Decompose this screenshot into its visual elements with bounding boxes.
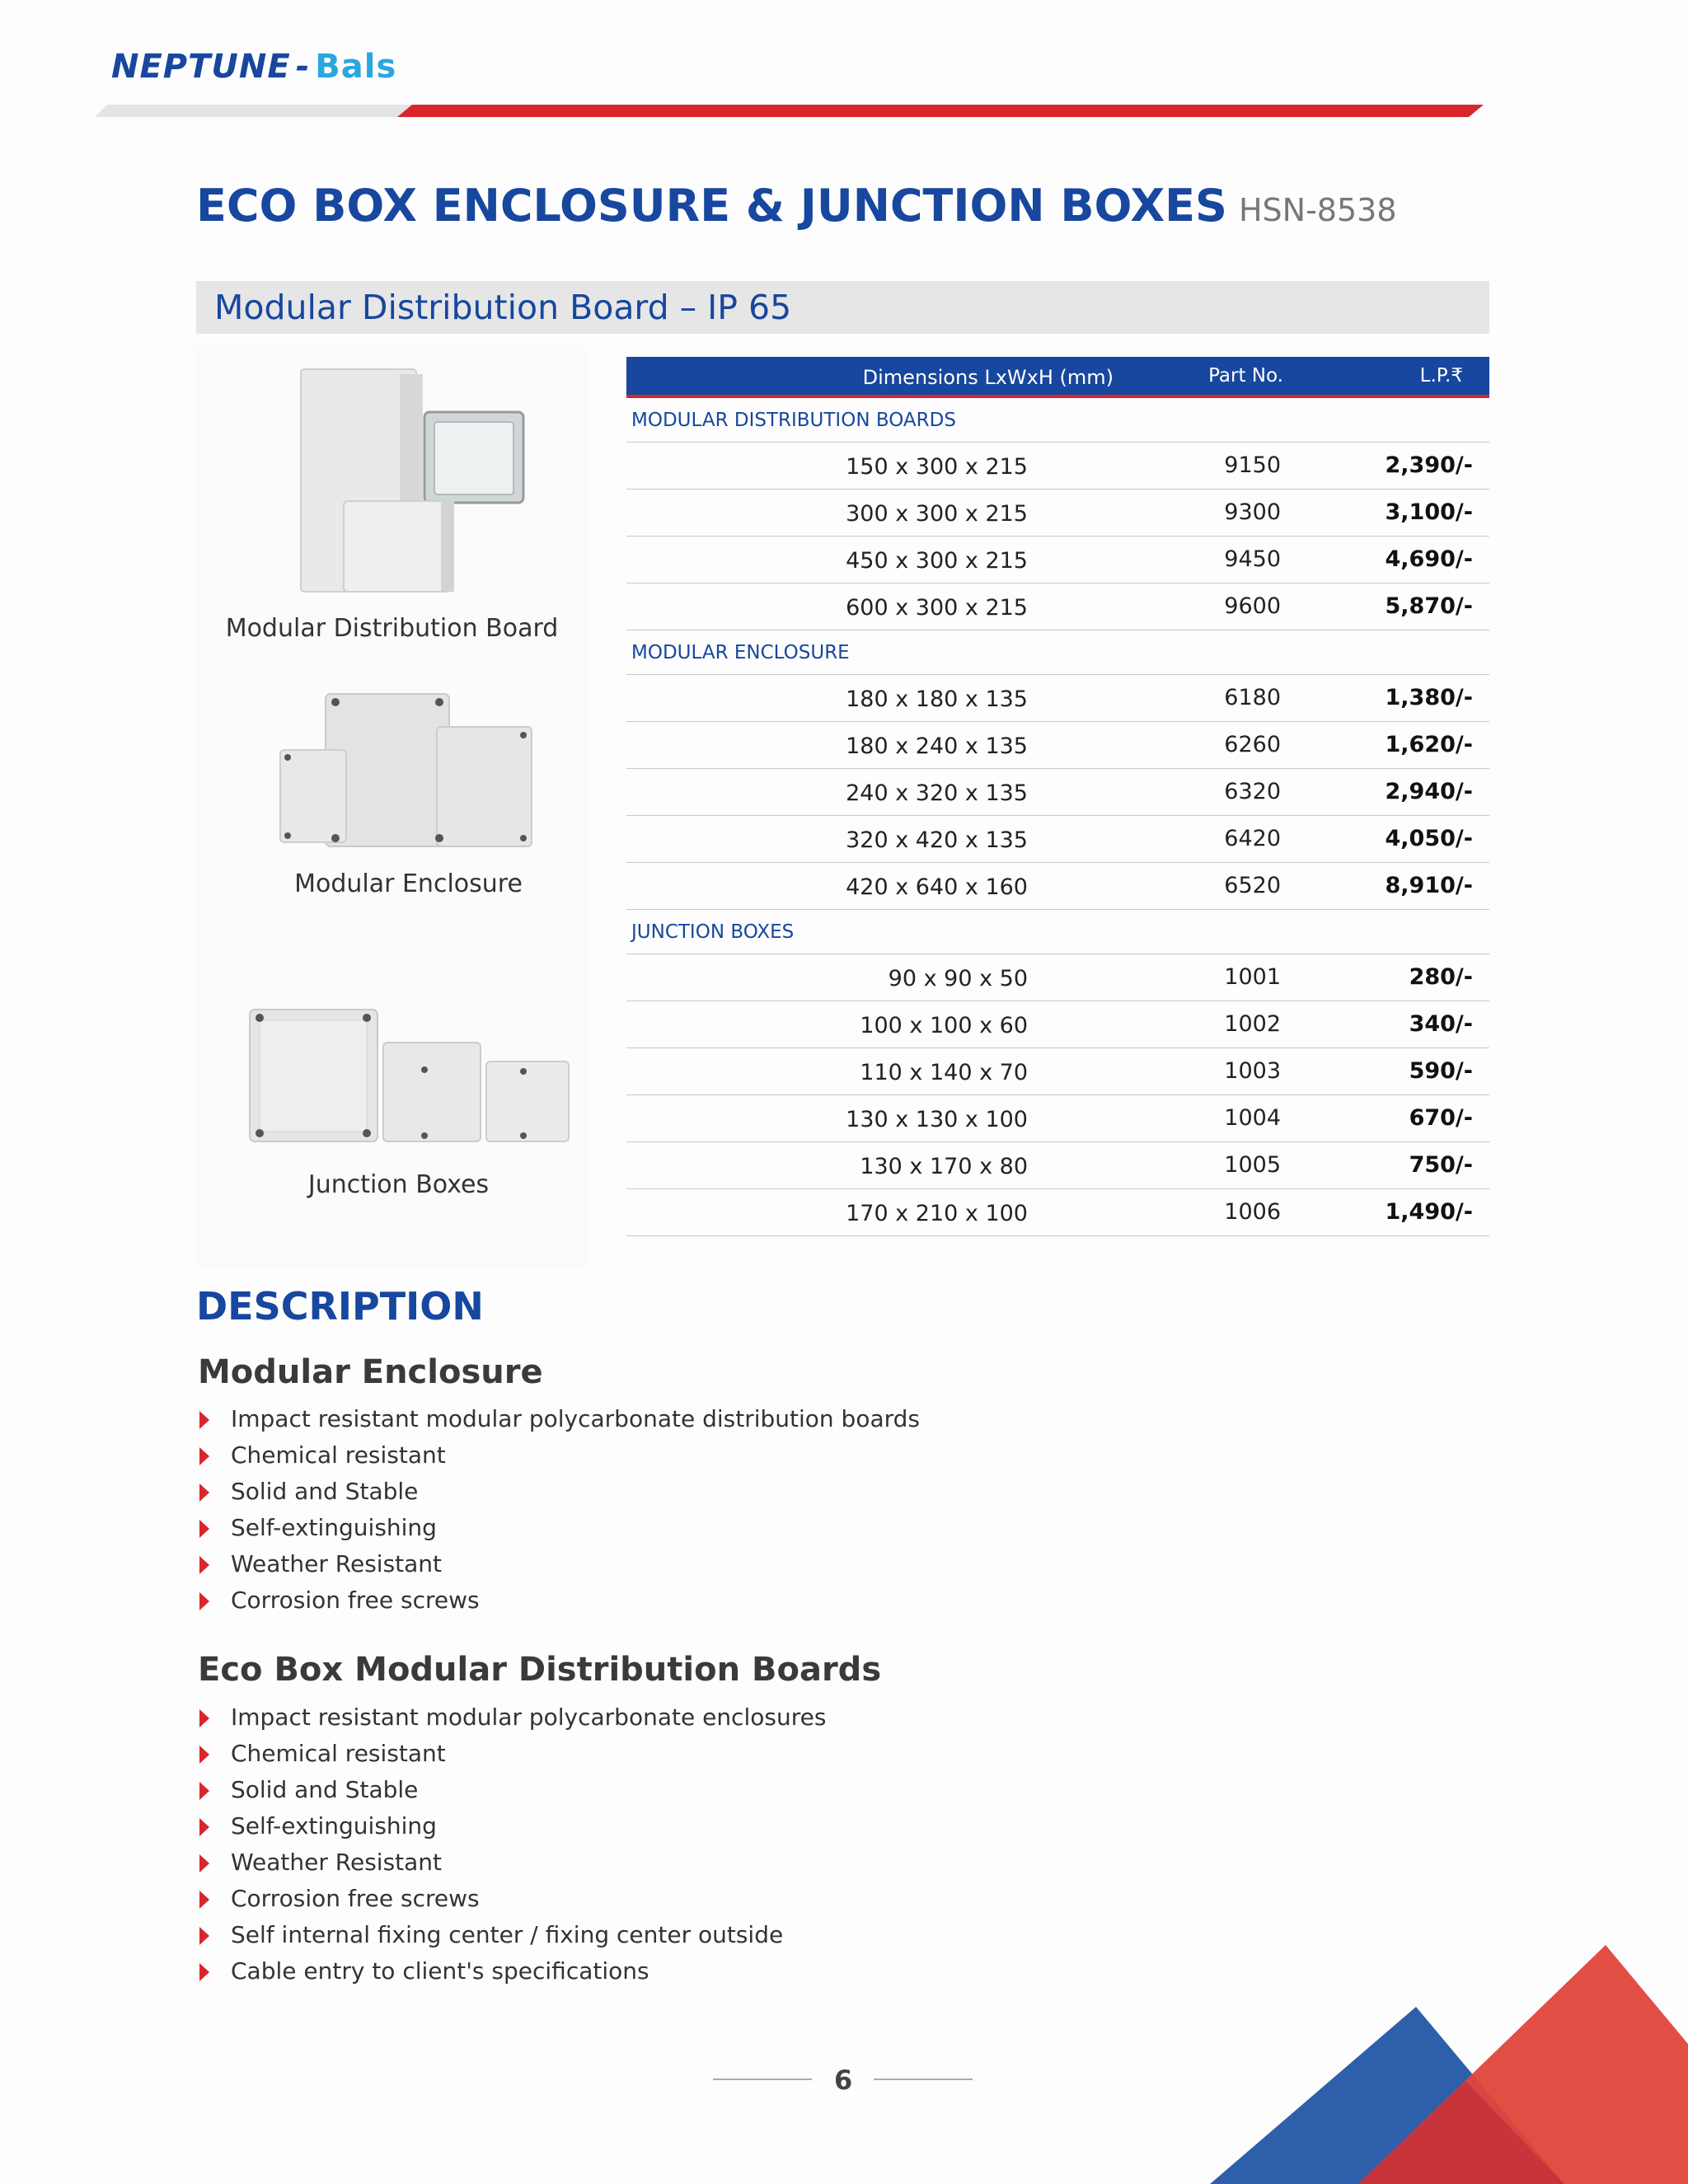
list-item-text: Self-extinguishing: [231, 1514, 437, 1541]
page-number-rule-right: [874, 2079, 973, 2080]
cell-dimensions: 240 x 320 x 135: [846, 780, 1028, 806]
table-header: [626, 357, 1489, 398]
list-item-text: Impact resistant modular polycarbonate enclosures: [231, 1704, 827, 1731]
table-row: [626, 537, 1489, 583]
list-item: [198, 1811, 826, 1848]
list-item: [198, 1957, 826, 1993]
header-dimensions: Dimensions LxWxH (mm): [862, 366, 1114, 389]
list-item: [198, 1404, 920, 1441]
description-group-title: Modular Enclosure: [198, 1353, 543, 1391]
brand-dash: -: [295, 48, 311, 86]
cell-dimensions: 170 x 210 x 100: [846, 1201, 1028, 1226]
table-row: [626, 583, 1489, 630]
list-item-text: Chemical resistant: [231, 1441, 446, 1469]
list-item-text: Self-extinguishing: [231, 1812, 437, 1840]
cell-part-no: 9450: [1224, 546, 1281, 572]
cell-price: 8,910/-: [1385, 873, 1473, 898]
section-subtitle-bar: [196, 281, 1489, 334]
cell-dimensions: 420 x 640 x 160: [846, 874, 1028, 900]
list-item: [198, 1739, 826, 1775]
corner-decoration: [1177, 1945, 1688, 2184]
header-list-price: L.P.₹: [1419, 365, 1463, 387]
list-item: [198, 1586, 920, 1622]
cell-part-no: 1003: [1224, 1058, 1281, 1084]
cell-dimensions: 130 x 130 x 100: [846, 1107, 1028, 1132]
cell-dimensions: 180 x 180 x 135: [846, 687, 1028, 712]
list-item: [198, 1513, 920, 1549]
list-item-text: Corrosion free screws: [231, 1586, 480, 1614]
cell-dimensions: 600 x 300 x 215: [846, 595, 1028, 621]
page-title: [196, 180, 1397, 232]
cell-price: 1,380/-: [1385, 685, 1473, 710]
table-row: [626, 954, 1489, 1001]
cell-price: 4,050/-: [1385, 826, 1473, 851]
table-row: [626, 675, 1489, 722]
bullet-arrow-icon: [199, 1483, 209, 1502]
product-label-junction-boxes: Junction Boxes: [307, 1170, 490, 1199]
cell-part-no: 6320: [1224, 779, 1281, 804]
cell-dimensions: 130 x 170 x 80: [860, 1154, 1028, 1179]
cell-price: 3,100/-: [1385, 499, 1473, 525]
list-item-text: Solid and Stable: [231, 1478, 419, 1505]
list-item-text: Chemical resistant: [231, 1740, 446, 1767]
section-junction-boxes: [626, 910, 1489, 954]
cell-dimensions: 110 x 140 x 70: [860, 1060, 1028, 1085]
bullet-arrow-icon: [199, 1520, 209, 1538]
cell-price: 2,940/-: [1385, 779, 1473, 804]
table-row: [626, 490, 1489, 537]
cell-dimensions: 150 x 300 x 215: [846, 454, 1028, 480]
list-item: [198, 1549, 920, 1586]
list-item-text: Weather Resistant: [231, 1550, 443, 1577]
description-group-title: Eco Box Modular Distribution Boards: [198, 1651, 882, 1689]
product-label-distribution-board: Modular Distribution Board: [225, 614, 559, 643]
cell-dimensions: 90 x 90 x 50: [888, 966, 1028, 991]
cell-part-no: 6260: [1224, 732, 1281, 757]
list-item-text: Self internal fixing center / fixing center outside: [231, 1921, 784, 1948]
list-item-text: Weather Resistant: [231, 1849, 443, 1876]
cell-dimensions: 300 x 300 x 215: [846, 501, 1028, 527]
cell-part-no: 1002: [1224, 1011, 1281, 1037]
section-title: MODULAR DISTRIBUTION BOARDS: [631, 410, 956, 431]
bullet-arrow-icon: [199, 1592, 209, 1610]
bullet-arrow-icon: [199, 1709, 209, 1727]
list-item: [198, 1441, 920, 1477]
cell-price: 4,690/-: [1385, 546, 1473, 572]
table-row: [626, 1142, 1489, 1189]
feature-list-distribution-boards: [198, 1703, 826, 1993]
cell-part-no: 9300: [1224, 499, 1281, 525]
cell-price: 590/-: [1409, 1058, 1473, 1084]
list-item: [198, 1775, 826, 1811]
table-row: [626, 1189, 1489, 1236]
brand-sub: Bals: [315, 48, 397, 86]
page-number-rule-left: [713, 2079, 812, 2080]
list-item-text: Solid and Stable: [231, 1776, 419, 1803]
bullet-arrow-icon: [199, 1782, 209, 1800]
bullet-arrow-icon: [199, 1556, 209, 1574]
cell-price: 2,390/-: [1385, 452, 1473, 478]
header-part-no: Part No.: [1208, 365, 1283, 387]
list-item: [198, 1920, 826, 1957]
table-row: [626, 1001, 1489, 1048]
junction-boxes-image: [243, 1005, 573, 1150]
section-distribution-boards: [626, 398, 1489, 443]
bullet-arrow-icon: [199, 1854, 209, 1872]
list-item: [198, 1703, 826, 1739]
cell-part-no: 6180: [1224, 685, 1281, 710]
list-item-text: Impact resistant modular polycarbonate distribution boards: [231, 1405, 920, 1432]
page-title-main: ECO BOX ENCLOSURE & JUNCTION BOXES: [196, 180, 1227, 232]
cell-part-no: 9600: [1224, 593, 1281, 619]
list-item-text: Cable entry to client's specifications: [231, 1957, 649, 1985]
bullet-arrow-icon: [199, 1891, 209, 1909]
distribution-board-image: [293, 363, 540, 602]
description-heading: DESCRIPTION: [196, 1284, 484, 1329]
feature-list-enclosure: [198, 1404, 920, 1622]
section-modular-enclosure: [626, 630, 1489, 675]
list-item: [198, 1477, 920, 1513]
cell-price: 1,490/-: [1385, 1199, 1473, 1225]
bullet-arrow-icon: [199, 1447, 209, 1465]
table-row: [626, 1048, 1489, 1095]
table-row: [626, 769, 1489, 816]
hsn-code: HSN-8538: [1238, 192, 1397, 228]
cell-price: 340/-: [1409, 1011, 1473, 1037]
cell-dimensions: 100 x 100 x 60: [860, 1013, 1028, 1038]
brand-logo: [111, 48, 396, 86]
bullet-arrow-icon: [199, 1746, 209, 1764]
cell-part-no: 1006: [1224, 1199, 1281, 1225]
cell-dimensions: 180 x 240 x 135: [846, 733, 1028, 759]
section-title: JUNCTION BOXES: [631, 921, 795, 943]
table-row: [626, 722, 1489, 769]
cell-price: 5,870/-: [1385, 593, 1473, 619]
cell-price: 1,620/-: [1385, 732, 1473, 757]
bullet-arrow-icon: [199, 1927, 209, 1945]
cell-price: 280/-: [1409, 964, 1473, 990]
cell-part-no: 6420: [1224, 826, 1281, 851]
brand-main: NEPTUNE: [111, 48, 291, 86]
table-row: [626, 443, 1489, 490]
list-item: [198, 1884, 826, 1920]
cell-part-no: 1004: [1224, 1105, 1281, 1131]
header-stripe: [0, 102, 1688, 120]
cell-part-no: 1005: [1224, 1152, 1281, 1178]
cell-dimensions: 450 x 300 x 215: [846, 548, 1028, 574]
table-row: [626, 816, 1489, 863]
page-number: 6: [834, 2064, 853, 2096]
bullet-arrow-icon: [199, 1818, 209, 1836]
modular-enclosure-image: [276, 686, 540, 851]
cell-price: 670/-: [1409, 1105, 1473, 1131]
table-row: [626, 1095, 1489, 1142]
bullet-arrow-icon: [199, 1963, 209, 1981]
cell-part-no: 6520: [1224, 873, 1281, 898]
price-table: [626, 357, 1489, 1236]
product-label-modular-enclosure: Modular Enclosure: [294, 869, 523, 898]
list-item-text: Corrosion free screws: [231, 1885, 480, 1912]
section-subtitle: Modular Distribution Board – IP 65: [214, 288, 792, 327]
cell-dimensions: 320 x 420 x 135: [846, 827, 1028, 853]
cell-part-no: 9150: [1224, 452, 1281, 478]
list-item: [198, 1848, 826, 1884]
cell-price: 750/-: [1409, 1152, 1473, 1178]
table-row: [626, 863, 1489, 910]
cell-part-no: 1001: [1224, 964, 1281, 990]
bullet-arrow-icon: [199, 1411, 209, 1429]
section-title: MODULAR ENCLOSURE: [631, 642, 850, 663]
